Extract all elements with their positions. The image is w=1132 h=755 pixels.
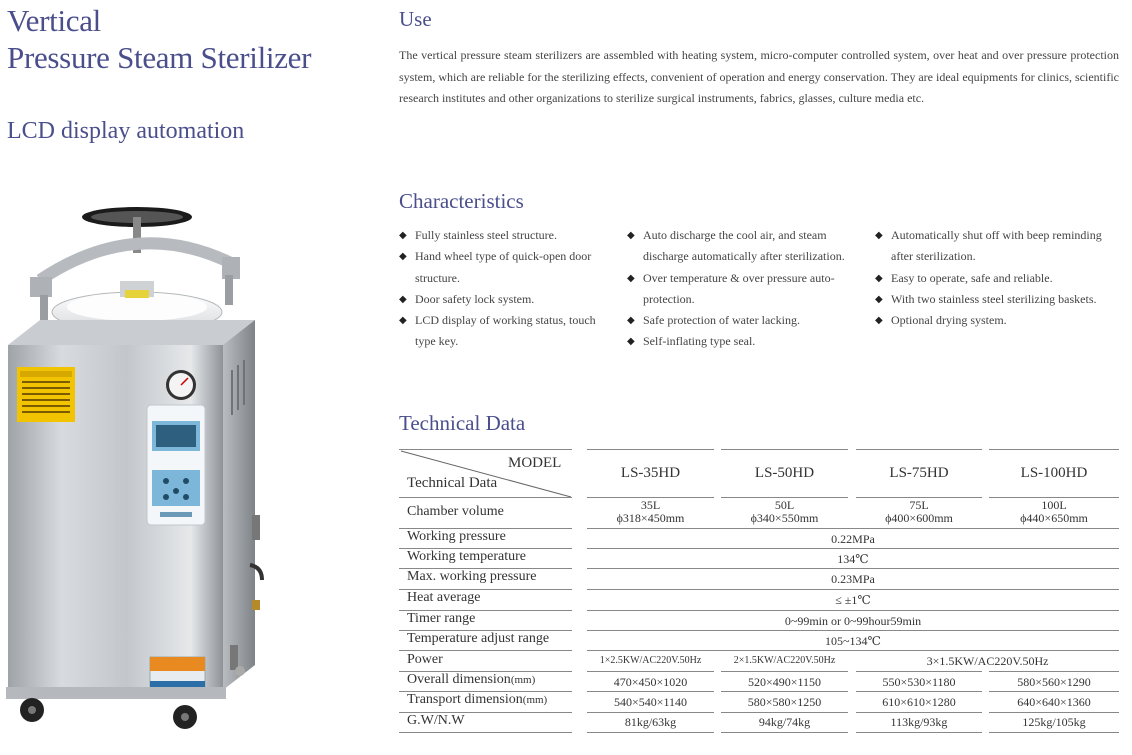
bullet-diamond-icon: ◆ xyxy=(399,230,407,241)
use-heading: Use xyxy=(399,7,432,31)
table-cell: 610×610×1280 xyxy=(882,695,956,709)
table-cell: 0.23MPa xyxy=(831,572,875,586)
row-label-gw-nw: G.W/N.W xyxy=(407,713,465,728)
bullet-diamond-icon: ◆ xyxy=(627,230,635,241)
table-cell: 75L ϕ400×600mm xyxy=(885,498,953,525)
list-item: ◆ Optional drying system. xyxy=(875,310,1125,331)
list-item: ◆ Over temperature & over pressure auto-protection. xyxy=(627,268,867,311)
table-cell: 640×640×1360 xyxy=(1017,695,1091,709)
bullet-diamond-icon: ◆ xyxy=(875,293,883,305)
table-cell: 2×1.5KW/AC220V.50Hz xyxy=(733,655,836,666)
list-item: ◆ Hand wheel type of quick-open door structure. xyxy=(399,246,614,289)
subtitle: LCD display automation xyxy=(7,118,245,144)
table-cell: 470×450×1020 xyxy=(613,675,688,689)
row-label-timer-range: Timer range xyxy=(407,611,476,626)
list-item: ◆ Auto discharge the cool air, and steam discharge automatically after sterilization. xyxy=(627,225,867,268)
bullet-diamond-icon: ◆ xyxy=(399,251,407,263)
table-cell: 580×560×1290 xyxy=(1017,675,1091,689)
bullet-diamond-icon: ◆ xyxy=(875,272,883,284)
model-header: LS-100HD xyxy=(1020,465,1088,481)
row-label-chamber-volume: Chamber volume xyxy=(407,504,504,519)
table-cell: 125kg/105kg xyxy=(1022,715,1086,729)
row-label-overall-dimension: Overall dimension(mm) xyxy=(407,672,536,687)
bullet-diamond-icon: ◆ xyxy=(627,315,635,327)
table-cell: 35L ϕ318×450mm xyxy=(616,498,685,525)
characteristics-column-2 xyxy=(627,225,867,353)
model-header: LS-75HD xyxy=(889,465,949,481)
table-cell: 0.22MPa xyxy=(831,532,875,546)
list-item: ◆ Easy to operate, safe and reliable. xyxy=(875,268,1125,289)
list-item: ◆ Self-inflating type seal. xyxy=(627,331,867,352)
table-cell: 3×1.5KW/AC220V.50Hz xyxy=(926,654,1049,668)
table-cell: 0~99min or 0~99hour59min xyxy=(784,614,922,628)
model-header: LS-35HD xyxy=(620,465,681,481)
list-item: ◆ Door safety lock system. xyxy=(399,289,614,310)
table-cell: 113kg/93kg xyxy=(890,715,948,729)
sterilizer-image xyxy=(0,195,300,750)
row-label-temperature-adjust: Temperature adjust range xyxy=(407,631,550,646)
table-cell: 134℃ xyxy=(837,552,869,566)
table-cell: 105~134℃ xyxy=(825,634,881,648)
table-cell: ≤ ±1℃ xyxy=(835,593,871,607)
row-label-working-temperature: Working temperature xyxy=(407,549,526,564)
row-label-heat-average: Heat average xyxy=(407,590,481,605)
title-line-2: Pressure Steam Sterilizer xyxy=(7,40,312,75)
characteristics-column-1 xyxy=(399,225,614,353)
table-cell: 94kg/74kg xyxy=(758,715,811,729)
bullet-diamond-icon: ◆ xyxy=(875,230,883,241)
bullet-diamond-icon: ◆ xyxy=(399,315,407,327)
table-cell: 50L ϕ340×550mm xyxy=(750,498,819,525)
characteristics-column-3 xyxy=(875,225,1125,331)
list-item: ◆ Automatically shut off with beep reminding after sterilization. xyxy=(875,225,1125,268)
technical-data-heading: Technical Data xyxy=(399,411,526,435)
table-cell: 100L ϕ440×650mm xyxy=(1020,498,1088,525)
use-paragraph: The vertical pressure steam sterilizers are assembled with heating system, micro-computer controlled system, over heat and over pressure protection system, which are reliable for the sterilizing effects, convenient of operation and energy conservation. They are ideal equipments for clinics, scientific research institutes and other organizations to sterilize surgical instruments, fabrics, glasses, culture media etc. xyxy=(399,48,1119,105)
list-item: ◆ LCD display of working status, touch type key. xyxy=(399,310,614,353)
model-header: LS-50HD xyxy=(754,465,815,481)
list-item: ◆ With two stainless steel sterilizing baskets. xyxy=(875,289,1125,310)
list-item: ◆ Safe protection of water lacking. xyxy=(627,310,867,331)
bullet-diamond-icon: ◆ xyxy=(627,336,635,348)
table-cell: 580×580×1250 xyxy=(747,695,822,709)
title-line-1: Vertical xyxy=(7,3,101,38)
table-cell: 540×540×1140 xyxy=(613,695,688,709)
list-item: ◆ Fully stainless steel structure. xyxy=(399,225,614,246)
header-technical-label: Technical Data xyxy=(407,475,498,491)
row-label-power: Power xyxy=(407,652,443,667)
table-cell: 520×490×1150 xyxy=(747,675,822,689)
table-cell: 81kg/63kg xyxy=(624,715,677,729)
bullet-diamond-icon: ◆ xyxy=(627,272,635,284)
table-cell: 550×530×1180 xyxy=(882,675,956,689)
bullet-diamond-icon: ◆ xyxy=(399,293,407,305)
table-cell: 1×2.5KW/AC220V.50Hz xyxy=(599,655,702,666)
bullet-diamond-icon: ◆ xyxy=(875,315,883,327)
row-label-transport-dimension: Transport dimension(mm) xyxy=(407,692,548,707)
row-label-max-pressure: Max. working pressure xyxy=(407,569,537,584)
characteristics-heading: Characteristics xyxy=(399,189,524,213)
row-label-working-pressure: Working pressure xyxy=(407,529,506,544)
header-model-label: MODEL xyxy=(508,455,562,471)
